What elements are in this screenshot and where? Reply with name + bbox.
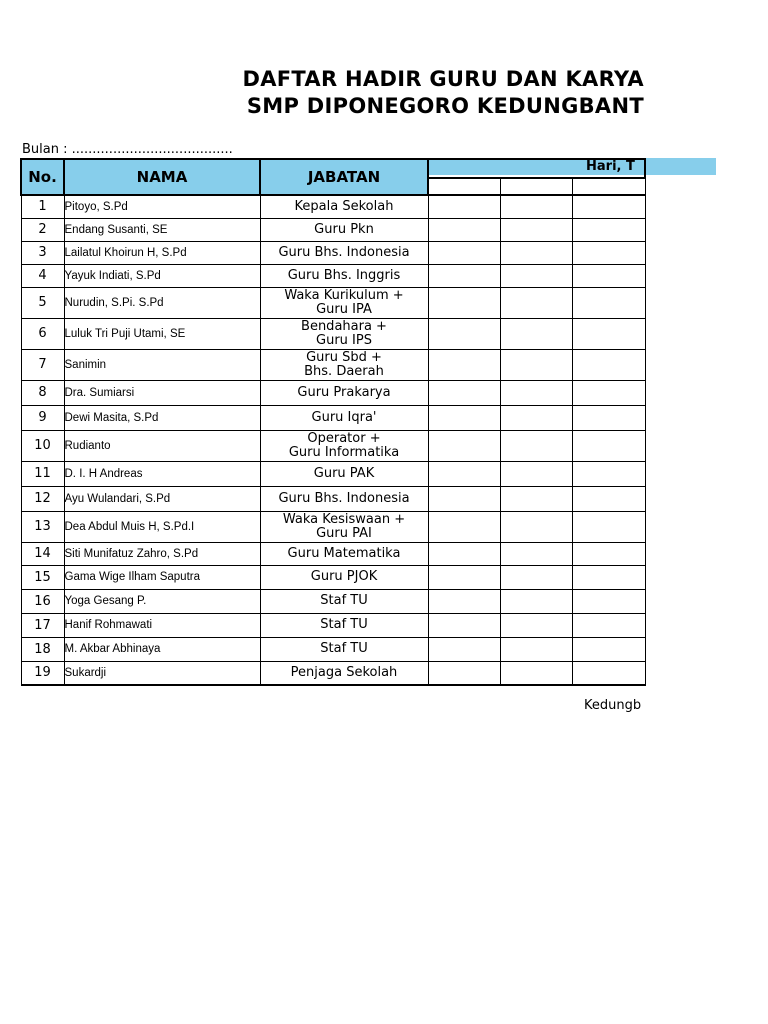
cell-no: 15 bbox=[21, 565, 64, 589]
attendance-day-cell[interactable] bbox=[500, 542, 572, 565]
cell-no: 2 bbox=[21, 218, 64, 241]
table-row bbox=[21, 661, 645, 685]
table-row bbox=[21, 486, 645, 511]
attendance-table bbox=[20, 158, 646, 686]
table-row bbox=[21, 195, 645, 218]
table-row bbox=[21, 380, 645, 405]
table-row bbox=[21, 542, 645, 565]
document-title-line2: SMP DIPONEGORO KEDUNGBANT bbox=[246, 94, 644, 118]
cell-nama: Dewi Masita, S.Pd bbox=[64, 405, 260, 430]
attendance-day-cell[interactable] bbox=[572, 405, 645, 430]
cell-no: 16 bbox=[21, 589, 64, 613]
attendance-day-cell[interactable] bbox=[572, 461, 645, 486]
cell-nama: Dea Abdul Muis H, S.Pd.I bbox=[64, 511, 260, 542]
jabatan-line1: Guru Iqra' bbox=[311, 409, 377, 425]
cell-nama: Endang Susanti, SE bbox=[64, 218, 260, 241]
cell-nama: Sanimin bbox=[64, 349, 260, 380]
jabatan-line1: Guru Bhs. Inggris bbox=[287, 267, 401, 283]
cell-jabatan bbox=[260, 318, 428, 349]
attendance-day-cell[interactable] bbox=[572, 430, 645, 461]
attendance-day-cell[interactable] bbox=[500, 511, 572, 542]
attendance-day-cell[interactable] bbox=[572, 380, 645, 405]
attendance-day-cell[interactable] bbox=[500, 380, 572, 405]
attendance-day-cell[interactable] bbox=[428, 241, 500, 264]
cell-nama: Luluk Tri Puji Utami, SE bbox=[64, 318, 260, 349]
cell-nama: Nurudin, S.Pi. S.Pd bbox=[64, 287, 260, 318]
jabatan-line2: Guru Informatika bbox=[288, 444, 400, 460]
cell-no: 13 bbox=[21, 511, 64, 542]
jabatan-line2: Guru IPS bbox=[316, 332, 372, 348]
cell-nama: M. Akbar Abhinaya bbox=[64, 637, 260, 661]
table-row bbox=[21, 430, 645, 461]
cell-no: 7 bbox=[21, 349, 64, 380]
jabatan-line2: Guru IPA bbox=[316, 301, 372, 317]
cell-no: 14 bbox=[21, 542, 64, 565]
attendance-day-cell[interactable] bbox=[428, 661, 500, 685]
table-row bbox=[21, 511, 645, 542]
attendance-day-cell[interactable] bbox=[500, 565, 572, 589]
table-row bbox=[21, 405, 645, 430]
cell-no: 10 bbox=[21, 430, 64, 461]
cell-jabatan bbox=[260, 486, 428, 511]
attendance-day-cell[interactable] bbox=[572, 613, 645, 637]
attendance-day-cell[interactable] bbox=[572, 565, 645, 589]
jabatan-line1: Staf TU bbox=[320, 593, 368, 608]
attendance-day-cell[interactable] bbox=[572, 589, 645, 613]
attendance-day-cell[interactable] bbox=[572, 511, 645, 542]
cell-nama: Dra. Sumiarsi bbox=[64, 380, 260, 405]
cell-no: 4 bbox=[21, 264, 64, 287]
attendance-day-cell[interactable] bbox=[428, 349, 500, 380]
jabatan-line2: Guru PAI bbox=[316, 525, 372, 541]
header-day-cell bbox=[428, 178, 500, 195]
jabatan-line1: Operator + bbox=[307, 430, 381, 446]
table-row bbox=[21, 287, 645, 318]
attendance-day-cell[interactable] bbox=[428, 405, 500, 430]
cell-jabatan bbox=[260, 264, 428, 287]
footer-place-date: Kedungb bbox=[584, 698, 642, 713]
attendance-day-cell[interactable] bbox=[572, 264, 645, 287]
jabatan-line1: Guru Sbd + bbox=[306, 349, 382, 365]
attendance-day-cell[interactable] bbox=[428, 218, 500, 241]
attendance-day-cell[interactable] bbox=[428, 613, 500, 637]
cell-jabatan bbox=[260, 195, 428, 218]
jabatan-line1: Guru PJOK bbox=[310, 569, 378, 584]
attendance-day-cell[interactable] bbox=[428, 264, 500, 287]
jabatan-line1: Guru Prakarya bbox=[297, 384, 391, 400]
table-row bbox=[21, 565, 645, 589]
cell-jabatan bbox=[260, 637, 428, 661]
attendance-rows bbox=[21, 195, 645, 685]
cell-jabatan bbox=[260, 565, 428, 589]
attendance-day-cell[interactable] bbox=[428, 287, 500, 318]
table-row bbox=[21, 241, 645, 264]
table-row bbox=[21, 318, 645, 349]
cell-jabatan bbox=[260, 542, 428, 565]
cell-no: 1 bbox=[21, 195, 64, 218]
jabatan-line1: Penjaga Sekolah bbox=[290, 664, 398, 680]
hari-header-label: Hari, T bbox=[586, 159, 635, 174]
cell-jabatan bbox=[260, 461, 428, 486]
attendance-day-cell[interactable] bbox=[500, 218, 572, 241]
cell-nama: Rudianto bbox=[64, 430, 260, 461]
attendance-day-cell[interactable] bbox=[572, 637, 645, 661]
jabatan-line1: Staf TU bbox=[320, 617, 368, 632]
attendance-day-cell[interactable] bbox=[572, 486, 645, 511]
header-jabatan: JABATAN bbox=[260, 159, 428, 195]
attendance-day-cell[interactable] bbox=[500, 613, 572, 637]
cell-jabatan bbox=[260, 380, 428, 405]
attendance-day-cell[interactable] bbox=[500, 241, 572, 264]
attendance-day-cell[interactable] bbox=[428, 430, 500, 461]
attendance-day-cell[interactable] bbox=[500, 589, 572, 613]
attendance-day-cell[interactable] bbox=[572, 195, 645, 218]
cell-nama: Sukardji bbox=[64, 661, 260, 685]
cell-nama: Yayuk Indiati, S.Pd bbox=[64, 264, 260, 287]
cell-nama: Gama Wige Ilham Saputra bbox=[64, 565, 260, 589]
cell-jabatan bbox=[260, 349, 428, 380]
attendance-day-cell[interactable] bbox=[572, 241, 645, 264]
attendance-day-cell[interactable] bbox=[428, 637, 500, 661]
cell-nama: Lailatul Khoirun H, S.Pd bbox=[64, 241, 260, 264]
jabatan-line2: Bhs. Daerah bbox=[304, 363, 384, 379]
attendance-day-cell[interactable] bbox=[428, 542, 500, 565]
table-row bbox=[21, 349, 645, 380]
attendance-day-cell[interactable] bbox=[500, 318, 572, 349]
cell-no: 5 bbox=[21, 287, 64, 318]
jabatan-line1: Guru Matematika bbox=[287, 545, 401, 561]
cell-jabatan bbox=[260, 430, 428, 461]
jabatan-line1: Staf TU bbox=[320, 641, 368, 656]
attendance-day-cell[interactable] bbox=[428, 318, 500, 349]
table-row bbox=[21, 589, 645, 613]
attendance-day-cell[interactable] bbox=[428, 380, 500, 405]
attendance-day-cell[interactable] bbox=[428, 461, 500, 486]
attendance-day-cell[interactable] bbox=[500, 486, 572, 511]
table-row bbox=[21, 613, 645, 637]
attendance-day-cell[interactable] bbox=[572, 349, 645, 380]
cell-no: 12 bbox=[21, 486, 64, 511]
attendance-day-cell[interactable] bbox=[428, 511, 500, 542]
cell-jabatan bbox=[260, 613, 428, 637]
attendance-day-cell[interactable] bbox=[500, 637, 572, 661]
cell-no: 8 bbox=[21, 380, 64, 405]
jabatan-line1: Waka Kurikulum + bbox=[284, 287, 404, 303]
jabatan-line1: Kepala Sekolah bbox=[294, 198, 394, 214]
table-row bbox=[21, 218, 645, 241]
cell-no: 19 bbox=[21, 661, 64, 685]
cell-jabatan bbox=[260, 405, 428, 430]
attendance-day-cell[interactable] bbox=[428, 486, 500, 511]
attendance-day-cell[interactable] bbox=[428, 195, 500, 218]
table-row bbox=[21, 461, 645, 486]
jabatan-line1: Bendahara + bbox=[301, 318, 387, 334]
header-hari-group bbox=[428, 159, 645, 178]
cell-no: 17 bbox=[21, 613, 64, 637]
attendance-day-cell[interactable] bbox=[572, 287, 645, 318]
cell-jabatan bbox=[260, 241, 428, 264]
attendance-day-cell[interactable] bbox=[500, 264, 572, 287]
attendance-day-cell[interactable] bbox=[500, 195, 572, 218]
attendance-day-cell[interactable] bbox=[428, 589, 500, 613]
attendance-day-cell[interactable] bbox=[572, 542, 645, 565]
attendance-day-cell[interactable] bbox=[500, 461, 572, 486]
attendance-day-cell[interactable] bbox=[500, 349, 572, 380]
cell-nama: Siti Munifatuz Zahro, S.Pd bbox=[64, 542, 260, 565]
jabatan-line1: Guru Bhs. Indonesia bbox=[278, 490, 410, 506]
cell-no: 9 bbox=[21, 405, 64, 430]
bulan-label: Bulan : ....................................... bbox=[22, 142, 233, 157]
attendance-day-cell[interactable] bbox=[572, 661, 645, 685]
attendance-day-cell[interactable] bbox=[500, 287, 572, 318]
jabatan-line1: Waka Kesiswaan + bbox=[282, 511, 406, 527]
header-no: No. bbox=[21, 159, 64, 195]
attendance-day-cell[interactable] bbox=[572, 318, 645, 349]
jabatan-line1: Guru Bhs. Indonesia bbox=[278, 244, 410, 260]
cell-nama: Yoga Gesang P. bbox=[64, 589, 260, 613]
cell-no: 11 bbox=[21, 461, 64, 486]
cell-nama: Ayu Wulandari, S.Pd bbox=[64, 486, 260, 511]
cell-jabatan bbox=[260, 511, 428, 542]
cell-nama: D. I. H Andreas bbox=[64, 461, 260, 486]
cell-jabatan bbox=[260, 589, 428, 613]
cell-nama: Hanif Rohmawati bbox=[64, 613, 260, 637]
cell-no: 6 bbox=[21, 318, 64, 349]
attendance-day-cell[interactable] bbox=[428, 565, 500, 589]
cell-jabatan bbox=[260, 661, 428, 685]
cell-no: 18 bbox=[21, 637, 64, 661]
attendance-day-cell[interactable] bbox=[500, 661, 572, 685]
jabatan-line1: Guru Pkn bbox=[314, 221, 374, 237]
cell-no: 3 bbox=[21, 241, 64, 264]
jabatan-line1: Guru PAK bbox=[313, 465, 375, 481]
table-row bbox=[21, 637, 645, 661]
document-title-line1: DAFTAR HADIR GURU DAN KARYA bbox=[242, 67, 644, 91]
cell-jabatan bbox=[260, 218, 428, 241]
attendance-day-cell[interactable] bbox=[500, 430, 572, 461]
cell-jabatan bbox=[260, 287, 428, 318]
header-day-cell bbox=[500, 178, 572, 195]
attendance-day-cell[interactable] bbox=[572, 218, 645, 241]
cell-nama: Pitoyo, S.Pd bbox=[64, 195, 260, 218]
header-nama: NAMA bbox=[64, 159, 260, 195]
header-day-cell bbox=[572, 178, 645, 195]
attendance-day-cell[interactable] bbox=[500, 405, 572, 430]
table-row bbox=[21, 264, 645, 287]
